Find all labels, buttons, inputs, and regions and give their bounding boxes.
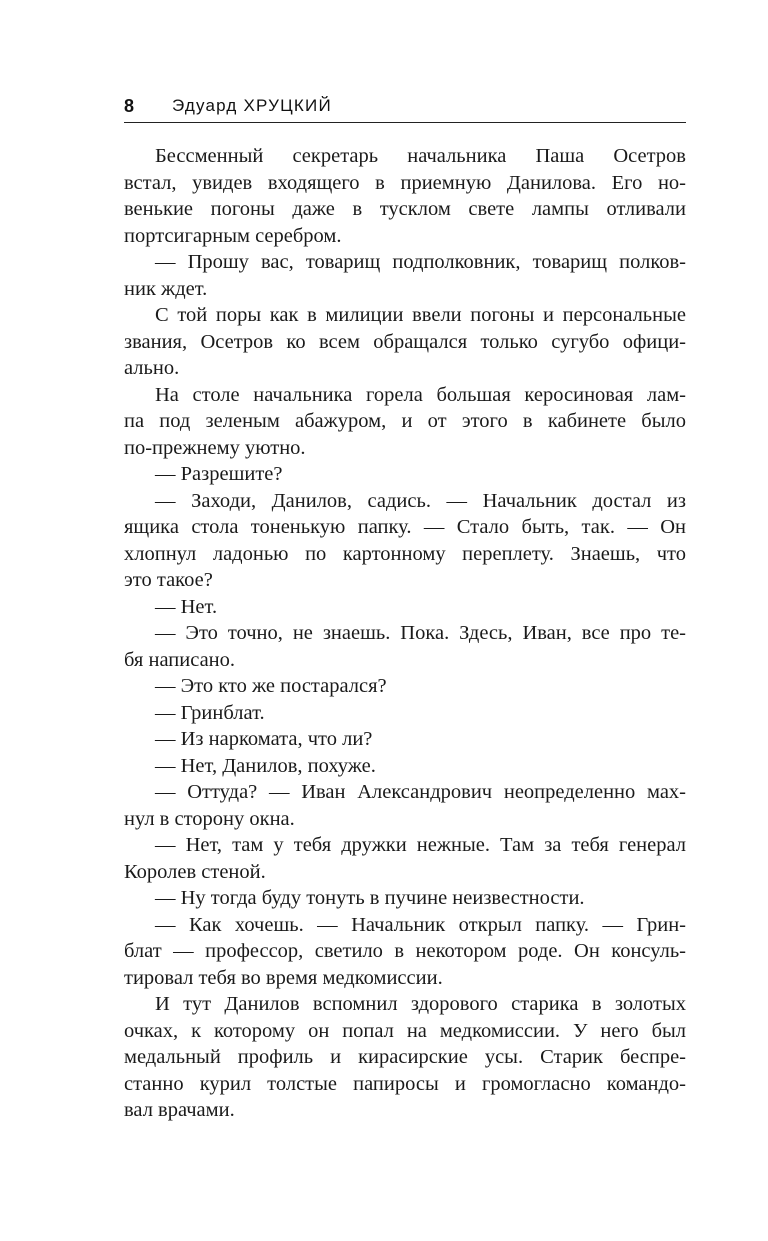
text-line: по-прежнему уютно.	[124, 436, 306, 459]
text-line: портсигарным серебром.	[124, 224, 342, 247]
text-line: — Из наркомата, что ли?	[155, 728, 373, 750]
text-line: па под зеленым абажуром, и от этого в кабинете было	[124, 410, 686, 432]
text-line: станно курил толстые папиросы и громогласно командо-	[124, 1072, 686, 1095]
running-head-author: Эдуард ХРУЦКИЙ	[172, 96, 332, 115]
text-line: блат — профессор, светило в некотором роде. Он консуль-	[124, 940, 686, 962]
text-line: Бессменный секретарь начальника Паша Осетров	[155, 145, 686, 167]
text-line: встал, увидев входящего в приемную Данилова. Его но-	[124, 171, 686, 194]
text-line: нул в сторону окна.	[124, 807, 295, 830]
text-line: ящика стола тоненькую папку. — Стало быть, так. — Он	[124, 516, 686, 538]
text-line: венькие погоны даже в тусклом свете лампы отливали	[124, 198, 686, 220]
text-line: ник ждет.	[124, 277, 208, 300]
text-line: — Нет, там у тебя дружки нежные. Там за тебя генерал	[155, 834, 686, 856]
text-line: вал врачами.	[124, 1099, 235, 1121]
text-line: бя написано.	[124, 648, 236, 671]
text-line: очках, к которому он попал на медкомиссии. У него был	[124, 1019, 686, 1042]
text-line: — Прошу вас, товарищ подполковник, товарищ полков-	[155, 251, 686, 273]
text-line: — Нет.	[155, 595, 218, 618]
text-line: На столе начальника горела большая керосиновая лам-	[155, 383, 686, 406]
text-line: — Как хочешь. — Начальник открыл папку. — Грин-	[155, 913, 686, 936]
text-line: — Это точно, не знаешь. Пока. Здесь, Иван, все про те-	[155, 622, 686, 644]
text-line: С той поры как в милиции ввели погоны и персональные	[155, 304, 686, 326]
body-text	[124, 143, 686, 1124]
text-line: — Гринблат.	[155, 701, 265, 724]
text-line: — Заходи, Данилов, садись. — Начальник достал из	[155, 489, 686, 512]
text-line: — Это кто же постарался?	[155, 675, 387, 697]
text-line: это такое?	[124, 569, 213, 591]
page-number: 8	[124, 96, 135, 116]
text-line: И тут Данилов вспомнил здорового старика в золотых	[155, 993, 686, 1015]
running-head	[124, 96, 686, 123]
text-line: медальный профиль и кирасирские усы. Старик беспре-	[124, 1046, 686, 1068]
text-line: ально.	[124, 357, 180, 379]
text-line: — Ну тогда буду тонуть в пучине неизвестности.	[155, 887, 585, 909]
text-line: — Оттуда? — Иван Александрович неопределенно мах-	[155, 781, 686, 803]
text-line: звания, Осетров ко всем обращался только сугубо офици-	[124, 330, 686, 353]
text-line: тировал тебя во время медкомиссии.	[124, 966, 443, 989]
text-line: — Нет, Данилов, похуже.	[155, 754, 376, 777]
text-line: — Разрешите?	[155, 463, 283, 485]
text-line: хлопнул ладонью по картонному переплету. Знаешь, что	[124, 542, 686, 565]
text-line: Королев стеной.	[124, 860, 266, 883]
